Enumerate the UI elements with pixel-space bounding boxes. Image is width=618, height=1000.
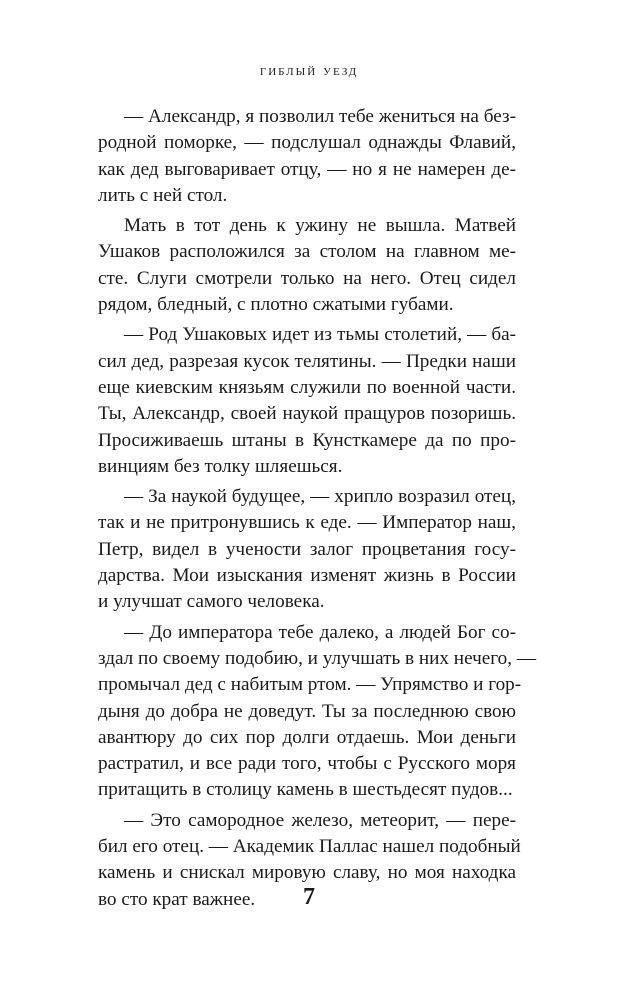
text-line: лить с ней стол. bbox=[98, 184, 228, 206]
text-line: Мать в тот день к ужину не вышла. Матвей bbox=[124, 215, 516, 237]
text-line: притащить в столицу камень в шестьдесят пудов... bbox=[98, 779, 513, 801]
text-line: еще киевским князьям служили по военной части. bbox=[98, 376, 516, 398]
text-line: сте. Слуги смотрели только на него. Отец сидел bbox=[98, 267, 516, 289]
paragraph-1 bbox=[98, 104, 516, 209]
text-line: во сто крат важнее. bbox=[98, 888, 256, 910]
text-line: — Род Ушаковых идет из тьмы столетий, — ба- bbox=[124, 324, 516, 346]
text-line: сил дед, разрезая кусок телятины. — Предки наши bbox=[98, 350, 516, 372]
text-line: растратил, и все ради того, чтобы с Русского моря bbox=[98, 753, 516, 775]
text-line: Просиживаешь штаны в Кунсткамере да по про- bbox=[98, 429, 516, 451]
text-line: авантюру до сих пор долги отдаешь. Мои деньги bbox=[98, 726, 516, 748]
text-line: — Александр, я позволил тебе жениться на без- bbox=[124, 106, 516, 127]
text-line: так и не притронувшись к еде. — Император наш, bbox=[98, 512, 516, 534]
paragraph-5 bbox=[98, 620, 537, 804]
text-line: — Это самородное железо, метеорит, — пере- bbox=[124, 809, 516, 831]
paragraph-2 bbox=[98, 213, 516, 318]
text-line: родной поморке, — подслушал однажды Флавий, bbox=[98, 132, 516, 154]
text-line: Ты, Александр, своей наукой пращуров позоришь. bbox=[98, 403, 516, 425]
text-line: и улучшат самого человека. bbox=[98, 591, 325, 613]
running-head: гиблый уезд bbox=[259, 62, 359, 79]
text-line: промычал дед с набитым ртом. — Упрямство и гор- bbox=[98, 674, 522, 696]
body-text bbox=[98, 104, 537, 913]
text-line: как дед выговаривает отцу, — но я не намерен де- bbox=[98, 158, 516, 180]
text-line: — За наукой будущее, — хрипло возразил отец, bbox=[124, 486, 516, 508]
text-line: — До императора тебе далеко, а людей Бог со- bbox=[124, 621, 516, 643]
text-line: рядом, бледный, с плотно сжатыми губами. bbox=[98, 294, 454, 316]
text-line: дарства. Мои изыскания изменят жизнь в России bbox=[98, 565, 516, 587]
text-line: бил его отец. — Академик Паллас нашел подобный bbox=[98, 836, 521, 858]
paragraph-3 bbox=[98, 322, 516, 480]
text-line: Петр, видел в учености залог процветания госу- bbox=[98, 538, 516, 560]
text-line: здал по своему подобию, и улучшать в них нечего, — bbox=[98, 647, 537, 669]
text-line: камень и снискал мировую славу, но моя находка bbox=[98, 862, 516, 884]
paragraph-4 bbox=[98, 484, 516, 615]
text-line: Ушаков расположился за столом на главном ме- bbox=[98, 241, 516, 263]
text-line: дыня до добра не доведут. Ты за последнюю свою bbox=[98, 700, 516, 722]
text-line: винциям без толку шляешься. bbox=[98, 455, 343, 477]
page-number: 7 bbox=[303, 884, 315, 910]
